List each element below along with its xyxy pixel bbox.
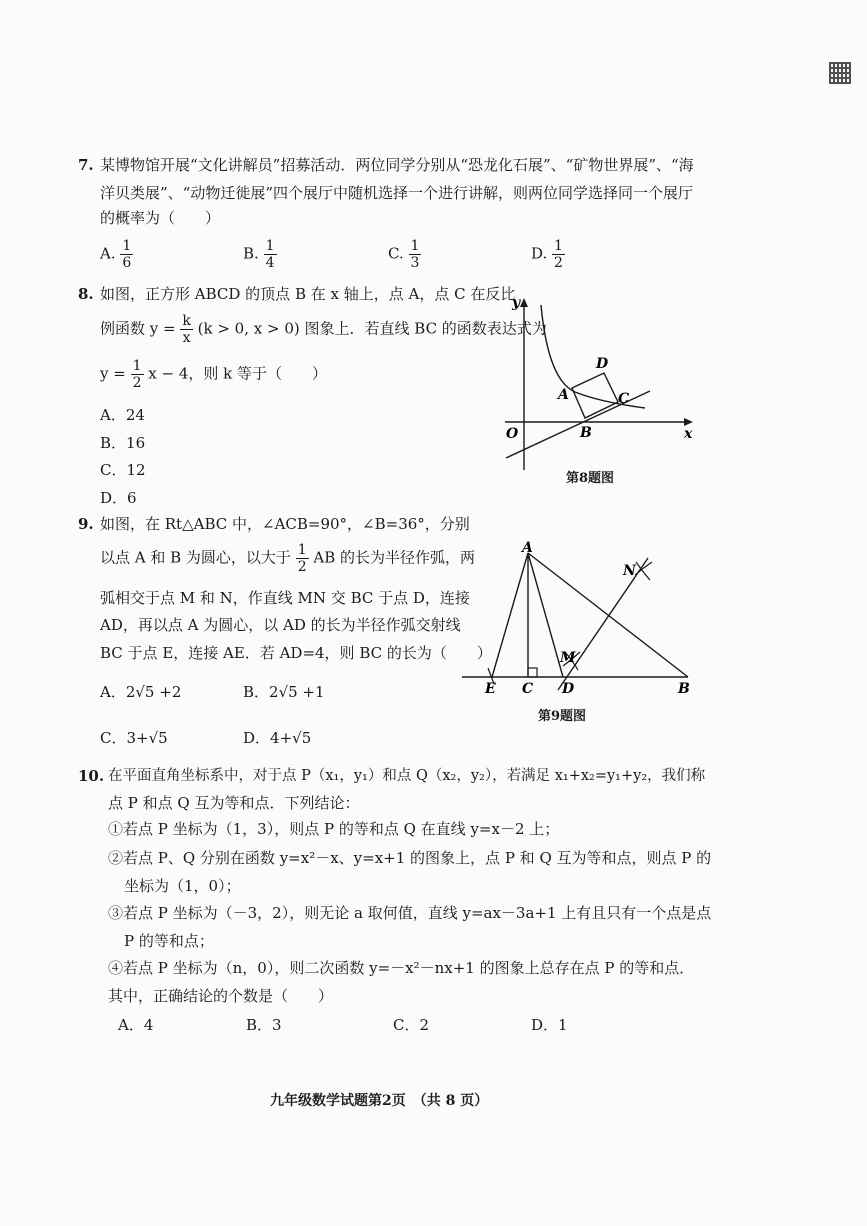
page-footer: 九年级数学试题第2页 （共 8 页） xyxy=(270,1093,489,1109)
q8-line2: 例函数 y = $\frac{k}{x}$ (k > 0, x > 0) 图象上．若直线 BC 的函数表达式为 xyxy=(100,313,547,346)
q9-option-a[interactable]: A．2√5 +2 xyxy=(100,683,182,701)
q8-line3: y = $\frac{1}{2}$ x − 4，则 k 等于（ ） xyxy=(100,358,328,391)
option-fraction: $\frac{1}{4}$ xyxy=(265,238,275,271)
q9-figure-caption: 第9题图 xyxy=(538,709,587,724)
q10-option-c[interactable]: C．2 xyxy=(393,1016,430,1034)
q10-line2: 点 P 和点 Q 互为等和点．下列结论： xyxy=(108,794,360,812)
x-axis-arrow xyxy=(684,418,693,426)
q7-number: 7. xyxy=(78,156,94,174)
q10-number: 10. xyxy=(78,767,105,785)
y-axis-arrow xyxy=(520,298,528,307)
label-d: D xyxy=(562,681,575,697)
square-abcd xyxy=(572,373,618,418)
q10-question: 其中，正确结论的个数是（ ） xyxy=(108,987,334,1005)
option-fraction: $\frac{1}{6}$ xyxy=(122,238,132,271)
label-e: E xyxy=(485,681,496,697)
q9-figure xyxy=(455,535,700,700)
q9-number: 9. xyxy=(78,515,94,533)
q8-number: 8. xyxy=(78,285,94,303)
q9-option-d[interactable]: D．4+√5 xyxy=(243,729,312,747)
segment-ad xyxy=(528,553,563,677)
q10-statement-2b: 坐标为（1，0）； xyxy=(124,877,241,895)
option-label: C. xyxy=(388,244,404,263)
q9-line2: 以点 A 和 B 为圆心，以大于 $\frac{1}{2}$ AB 的长为半径作弧，两 xyxy=(100,542,476,575)
q7-option-b[interactable] xyxy=(243,238,277,271)
q7-line3: 的概率为（ ） xyxy=(100,209,221,227)
q7-option-d[interactable] xyxy=(531,238,565,271)
q9-line5: BC 于点 E，连接 AE．若 AD=4，则 BC 的长为（ ） xyxy=(100,644,492,662)
q8-figure-caption: 第8题图 xyxy=(566,471,615,486)
q8-option-a[interactable]: A．24 xyxy=(100,406,145,424)
q9-option-b[interactable]: B．2√5 +1 xyxy=(243,683,325,701)
q10-option-b[interactable]: B．3 xyxy=(246,1016,282,1034)
segment-ab xyxy=(528,553,688,677)
label-a: A xyxy=(558,387,569,403)
q7-line1: 某博物馆开展“文化讲解员”招募活动．两位同学分别从“恐龙化石展”、“矿物世界展”、“海 xyxy=(100,156,694,174)
q9-line3: 弧相交于点 M 和 N，作直线 MN 交 BC 于点 D，连接 xyxy=(100,589,470,607)
label-y: y xyxy=(512,295,521,311)
q8-option-b[interactable]: B．16 xyxy=(100,434,146,452)
label-a: A xyxy=(522,540,533,556)
label-d: D xyxy=(596,356,609,372)
q8-figure xyxy=(495,285,705,485)
option-fraction: $\frac{1}{2}$ xyxy=(554,238,563,271)
option-label: D. xyxy=(531,244,548,263)
option-label: B. xyxy=(243,244,259,263)
option-label: A. xyxy=(100,244,116,263)
q9-option-c[interactable]: C．3+√5 xyxy=(100,729,168,747)
label-x: x xyxy=(684,426,693,442)
q8-line1: 如图，正方形 ABCD 的顶点 B 在 x 轴上，点 A，点 C 在反比 xyxy=(100,285,516,303)
q7-option-a[interactable] xyxy=(100,238,133,271)
right-angle-mark xyxy=(528,668,537,677)
q10-statement-4: ④若点 P 坐标为（n，0），则二次函数 y=－x²－nx+1 的图象上总存在点 P 的等和点． xyxy=(108,959,695,977)
q10-option-a[interactable]: A．4 xyxy=(118,1016,154,1034)
q9-line1: 如图，在 Rt△ABC 中，∠ACB=90°，∠B=36°，分别 xyxy=(100,515,470,533)
label-m: M xyxy=(560,650,576,666)
q10-option-d[interactable]: D．1 xyxy=(531,1016,568,1034)
segment-ae xyxy=(492,553,528,677)
label-b: B xyxy=(580,425,592,441)
label-o: O xyxy=(506,426,519,442)
label-n: N xyxy=(623,563,636,579)
option-fraction: $\frac{1}{3}$ xyxy=(410,238,420,271)
q8-option-d[interactable]: D．6 xyxy=(100,489,137,507)
q10-statement-1: ①若点 P 坐标为（1，3），则点 P 的等和点 Q 在直线 y=x－2 上； xyxy=(108,820,560,838)
label-c: C xyxy=(522,681,534,697)
qr-code xyxy=(829,62,851,84)
q7-option-c[interactable] xyxy=(388,238,421,271)
q10-line1: 在平面直角坐标系中，对于点 P（x₁，y₁）和点 Q（x₂，y₂），若满足 x₁+x₂=y₁+y₂，我们称 xyxy=(108,768,706,784)
q10-statement-3a: ③若点 P 坐标为（－3，2），则无论 a 取何值，直线 y=ax－3a+1 上有且只有一个点是点 xyxy=(108,904,712,922)
q10-statement-2a: ②若点 P、Q 分别在函数 y=x²－x、y=x+1 的图象上，点 P 和 Q 互为等和点，则点 P 的 xyxy=(108,849,712,867)
q8-option-c[interactable]: C．12 xyxy=(100,461,146,479)
q10-statement-3b: P 的等和点； xyxy=(124,932,214,950)
hyperbola-curve xyxy=(541,305,645,408)
label-b: B xyxy=(678,681,690,697)
q7-line2: 洋贝类展”、“动物迁徙展”四个展厅中随机选择一个进行讲解，则两位同学选择同一个展厅 xyxy=(100,184,694,202)
q9-line4: AD，再以点 A 为圆心，以 AD 的长为半径作弧交射线 xyxy=(100,616,461,634)
label-c: C xyxy=(618,391,630,407)
